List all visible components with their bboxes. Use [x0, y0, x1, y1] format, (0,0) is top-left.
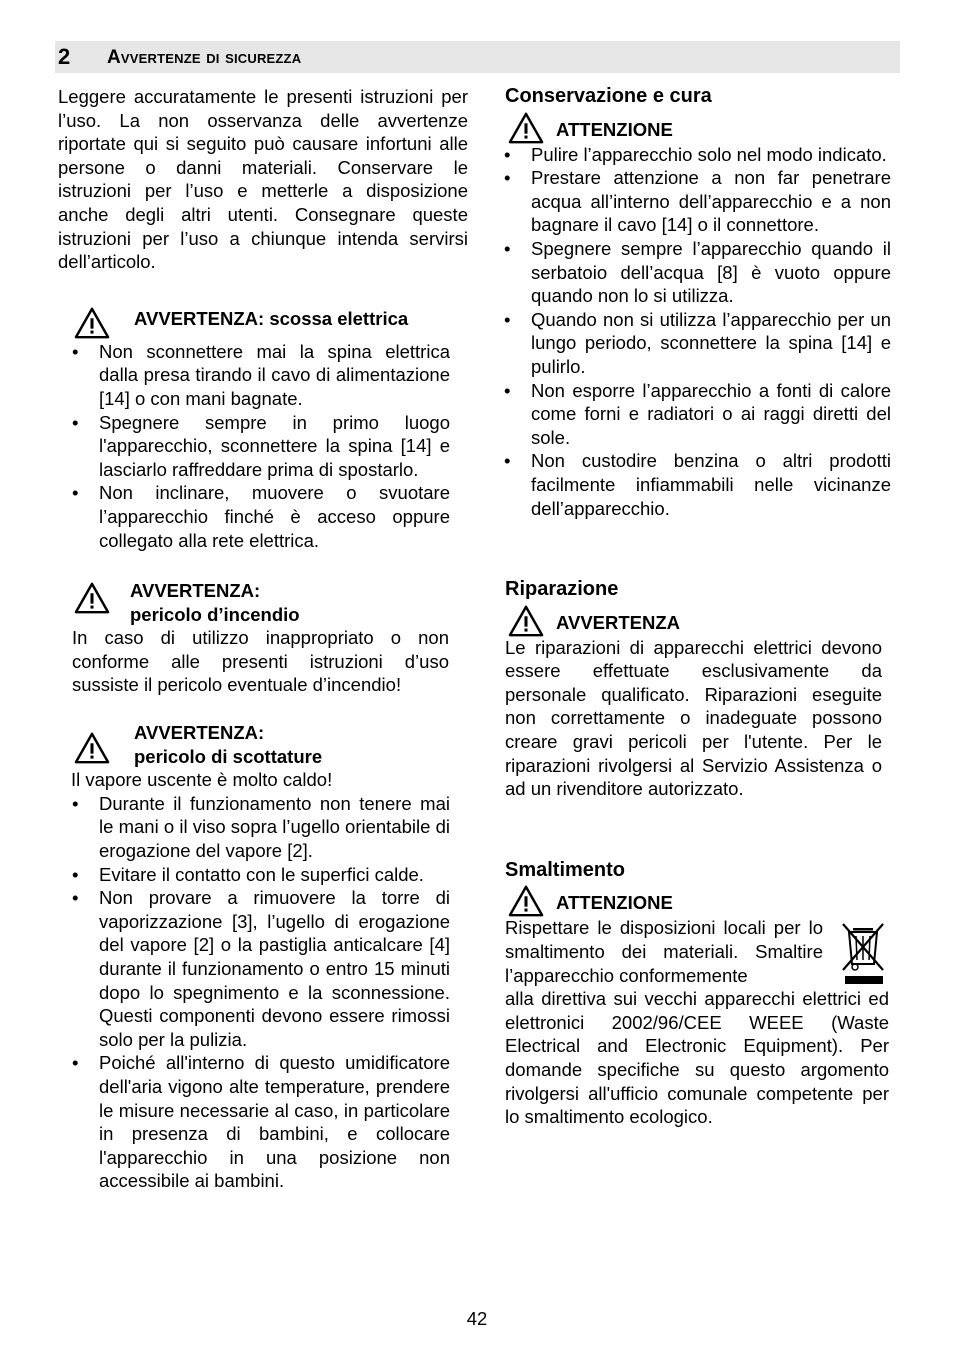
page-number: 42: [466, 1308, 488, 1329]
list-item: • Non esporre l’apparecchio a fonti di calore come forni e radiatori o ai raggi diretti del sole.: [492, 379, 891, 450]
shock-warning-title: AVVERTENZA: scossa elettrica: [134, 307, 409, 329]
warning-triangle-icon: [73, 581, 111, 615]
list-item: • Spegnere sempre in primo luogo l'apparecchio, sconnettere la spina [14] e lasciarlo raffreddare prima di spostarlo.: [60, 411, 450, 482]
care-list: [492, 143, 891, 521]
intro-paragraph: Leggere accuratamente le presenti istruzioni per l’uso. La non osservanza delle avvertenze riportate qui si seguito può causare infortuni alle persone o danni materiali. Conservare le istruzioni per l’uso e metterle a disposizione anche degli altri utenti. Consegnare queste istruzioni per l’uso a chiunque intenda servirsi dell’articolo.: [58, 86, 468, 273]
repair-heading: Riparazione: [505, 578, 619, 601]
list-item: • Prestare attenzione a non far penetrare acqua all’interno dell’apparecchio e a non bagnare il cavo [14] o il connettore.: [492, 166, 891, 237]
warning-triangle-icon: [73, 731, 111, 765]
fire-warning-subtitle: pericolo d’incendio: [130, 603, 300, 625]
list-item: • Spegnere sempre l’apparecchio quando il serbatoio dell’acqua [8] è vuoto oppure quando non lo si utilizza.: [492, 237, 891, 308]
warning-triangle-icon: [507, 604, 545, 638]
disposal-warning-label: ATTENZIONE: [556, 892, 673, 914]
right-column: [505, 85, 891, 1129]
care-warning-label: ATTENZIONE: [556, 118, 673, 140]
list-item: • Non inclinare, muovere o svuotare l’apparecchio finché è acceso oppure collegato alla rete elettrica.: [60, 481, 450, 552]
fire-warning: [72, 579, 462, 697]
repair-warning: [505, 610, 891, 801]
care-heading: Conservazione e cura: [505, 85, 712, 107]
care-warning: [505, 117, 891, 521]
section-number: 2: [58, 44, 71, 69]
disposal-warning: [505, 890, 891, 1128]
burn-list: [60, 792, 450, 1193]
warning-triangle-icon: [507, 884, 545, 918]
disposal-text-wrapped: Rispettare le disposizioni locali per lo smaltimento dei materiali. Smaltire l’apparecchio conformemente: [505, 917, 823, 986]
warning-triangle-icon: [507, 111, 545, 145]
burn-warning-subtitle: pericolo di scottature: [134, 745, 323, 767]
burn-warning: [58, 721, 450, 1193]
list-item: • Non provare a rimuovere la torre di vaporizzazione [3], l’ugello di erogazione del vapore [2] o la pastiglia anticalcare [4] durante il funzionamento o entro 15 minuti dopo lo spegnimento e la sconnessione. Questi componenti devono essere rimossi solo per la pulizia.: [60, 886, 450, 1051]
list-item: • Quando non si utilizza l’apparecchio per un lungo periodo, sconnettere la spina [14] e pulirlo.: [492, 308, 891, 379]
left-column: [58, 85, 468, 1193]
shock-list: [60, 340, 450, 552]
list-item: • Durante il funzionamento non tenere mai le mani o il viso sopra l’ugello orientabile di erogazione del vapore [2].: [60, 792, 450, 863]
fire-warning-text: In caso di utilizzo inappropriato o non conforme alle presenti istruzioni d’uso sussiste il pericolo eventuale d’incendio!: [72, 627, 449, 696]
list-item: • Non custodire benzina o altri prodotti facilmente infiammabili nelle vicinanze dell’apparecchio.: [492, 449, 891, 520]
disposal-text-rest: alla direttiva sui vecchi apparecchi elettrici ed elettronici 2002/96/CEE WEEE (Waste Electrical and Electronic Equipment). Per domande specifiche su questo argomento rivolgersi all'ufficio comunale competente per lo smaltimento ecologico.: [505, 988, 889, 1128]
repair-text: Le riparazioni di apparecchi elettrici devono essere effettuate esclusivamente da personale qualificato. Riparazioni eseguite non correttamente o inadeguate possono creare gravi pericoli per l'utente. Per le riparazioni rivolgersi al Servizio Assistenza o ad un rivenditore autorizzato.: [505, 636, 882, 800]
repair-warning-label: AVVERTENZA: [556, 611, 681, 633]
section-title: Avvertenze di sicurezza: [107, 47, 302, 68]
weee-crossed-bin-icon: [839, 920, 889, 990]
list-item: • Non sconnettere mai la spina elettrica dalla presa tirando il cavo di alimentazione [14] o con mani bagnate.: [60, 340, 450, 411]
burn-warning-lead: Il vapore uscente è molto caldo!: [71, 769, 333, 791]
list-item: • Pulire l’apparecchio solo nel modo indicato.: [492, 143, 891, 167]
fire-warning-title: AVVERTENZA:: [130, 580, 261, 602]
warning-triangle-icon: [73, 306, 111, 340]
list-item: • Evitare il contatto con le superfici calde.: [60, 863, 450, 887]
disposal-heading: Smaltimento: [505, 858, 626, 881]
burn-warning-title: AVVERTENZA:: [134, 722, 265, 744]
list-item: • Poiché all'interno di questo umidificatore dell'aria vigono alte temperature, prendere le misure necessarie al caso, in particolare in presenza di bambini, e collocare l'apparecchio in una posizione non accessibile ai bambini.: [60, 1051, 450, 1193]
section-header: [55, 41, 900, 73]
shock-warning: [58, 308, 450, 552]
